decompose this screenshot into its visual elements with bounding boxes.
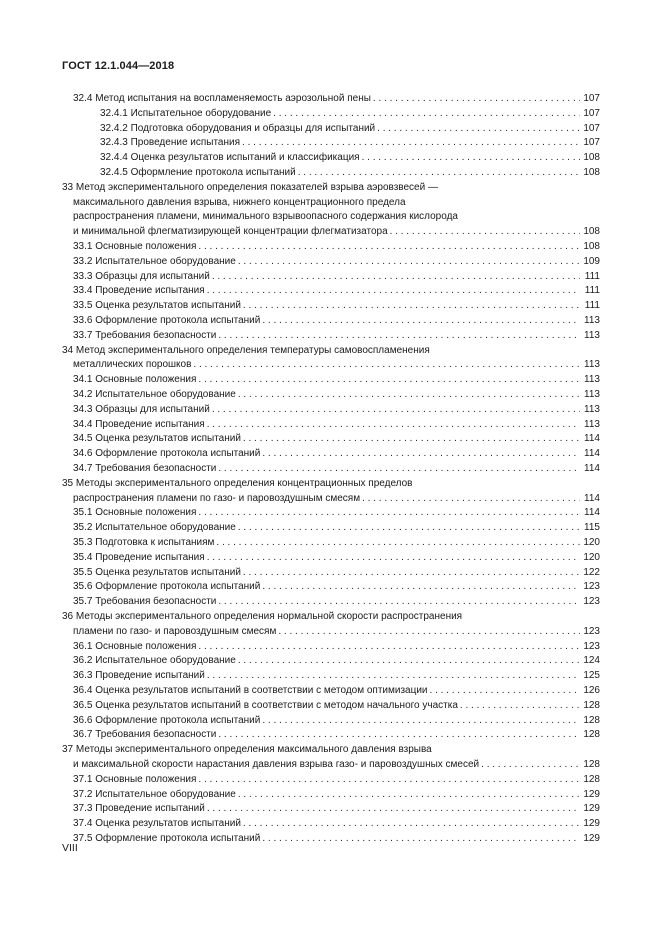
toc-leader-dots <box>262 833 580 845</box>
toc-entry[interactable] <box>73 416 600 431</box>
toc-heading-line: максимального давления взрыва, нижнего концентрационного предела <box>73 196 406 208</box>
toc-entry-title: 32.4.3 Проведение испытания <box>100 137 241 149</box>
toc-leader-dots <box>218 729 580 741</box>
toc-entry[interactable] <box>73 697 600 712</box>
toc-entry[interactable] <box>73 238 600 253</box>
toc-entry[interactable] <box>73 282 600 297</box>
toc-leader-dots <box>262 715 580 727</box>
toc-entry[interactable] <box>73 490 600 505</box>
toc-page-number: 109 <box>583 255 600 267</box>
toc-page-number: 128 <box>583 699 600 711</box>
toc-page-number: 113 <box>584 359 600 371</box>
toc-page-number: 113 <box>584 418 600 430</box>
toc-entry[interactable] <box>73 253 600 268</box>
toc-entry[interactable] <box>73 830 600 845</box>
toc-entry[interactable] <box>73 519 600 534</box>
toc-page-number: 123 <box>583 640 600 652</box>
toc-leader-dots <box>362 152 580 164</box>
toc-entry-title: 34.3 Образцы для испытаний <box>73 403 210 415</box>
toc-leader-dots <box>262 315 580 327</box>
toc-entry[interactable] <box>73 386 600 401</box>
toc-page-number: 114 <box>584 507 600 519</box>
toc-entry-title: металлических порошков <box>73 359 192 371</box>
toc-page-number: 129 <box>583 788 600 800</box>
toc-page-number: 108 <box>583 241 600 252</box>
toc-entry[interactable] <box>100 134 600 149</box>
toc-entry[interactable] <box>100 120 600 135</box>
toc-entry-title: 35.3 Подготовка к испытаниям <box>73 537 215 548</box>
toc-page-number: 126 <box>583 685 600 696</box>
toc-entry-title: и максимальной скорости нарастания давления взрыва газо- и паровоздушных смесей <box>73 759 480 770</box>
toc-leader-dots <box>207 285 580 297</box>
toc-entry-title: 36.7 Требования безопасности <box>73 729 217 741</box>
toc-entry-title: и минимальной флегматизирующей концентрации флегматизатора <box>73 226 388 238</box>
toc-page-number: 120 <box>583 537 600 548</box>
toc-entry-title: 36.4 Оценка результатов испытаний в соответствии с методом оптимизации <box>73 685 428 696</box>
toc-page-number: 111 <box>584 270 600 282</box>
toc-entry[interactable] <box>73 756 600 771</box>
toc-entry[interactable] <box>73 327 600 342</box>
toc-entry-title: 34.2 Испытательное оборудование <box>73 389 236 400</box>
toc-leader-dots <box>238 522 580 534</box>
toc-leader-dots <box>216 537 580 549</box>
toc-page-number: 114 <box>584 433 600 445</box>
toc-page-number: 129 <box>583 833 600 844</box>
toc-entry-title: 34.7 Требования безопасности <box>73 463 217 474</box>
toc-page-number: 111 <box>584 285 600 297</box>
toc-entry-title: 33.5 Оценка результатов испытаний <box>73 300 241 312</box>
toc-leader-dots <box>362 493 580 505</box>
toc-entry[interactable] <box>73 534 600 549</box>
toc-leader-dots <box>481 759 580 771</box>
toc-page-number: 108 <box>583 167 600 178</box>
toc-heading-line: 35 Методы экспериментального определения концентрационных пределов <box>62 477 413 489</box>
toc-entry-title: 37.2 Испытательное оборудование <box>73 788 236 800</box>
toc-page-number: 107 <box>583 137 600 149</box>
toc-page-number: 107 <box>583 122 600 134</box>
toc-entry-title: 37.1 Основные положения <box>73 773 197 785</box>
toc-entry-title: 32.4 Метод испытания на воспламеняемость аэрозольной пены <box>73 93 371 104</box>
toc-entry[interactable] <box>73 223 600 238</box>
toc-leader-dots <box>262 448 580 460</box>
toc-entry-title: 36.2 Испытательное оборудование <box>73 655 236 667</box>
toc-entry-title: 34.4 Проведение испытания <box>73 418 205 430</box>
toc-entry[interactable] <box>73 401 600 416</box>
toc-entry[interactable] <box>73 712 600 727</box>
toc-page-number: 113 <box>584 389 600 400</box>
toc-entry[interactable] <box>73 682 600 697</box>
toc-leader-dots <box>198 507 580 519</box>
toc-leader-dots <box>212 271 580 283</box>
toc-entry[interactable] <box>73 564 600 579</box>
toc-entry-title: 37.5 Оформление протокола испытаний <box>73 833 261 844</box>
toc-entry-title: распространения пламени по газо- и паровоздушным смесям <box>73 492 361 504</box>
toc-entry[interactable] <box>73 667 600 682</box>
toc-page-number: 107 <box>583 93 600 104</box>
toc-leader-dots <box>207 803 580 815</box>
toc-entry-title: 33.4 Проведение испытания <box>73 285 205 297</box>
toc-page-number: 107 <box>583 107 600 119</box>
toc-entry-title: 36.5 Оценка результатов испытаний в соответствии с методом начального участка <box>73 699 458 711</box>
toc-page-number: 115 <box>584 522 600 534</box>
toc-page-number: 123 <box>583 596 600 608</box>
toc-entry-title: 32.4.2 Подготовка оборудования и образцы для испытаний <box>100 122 376 134</box>
toc-entry-title: 35.6 Оформление протокола испытаний <box>73 581 261 593</box>
toc-leader-dots <box>218 330 580 342</box>
toc-leader-dots <box>390 226 580 238</box>
toc-entry-title: 33.1 Основные положения <box>73 241 197 252</box>
toc-leader-dots <box>212 404 580 416</box>
toc-entry-title: 32.4.4 Оценка результатов испытаний и классификация <box>100 152 360 164</box>
toc-entry-title: 33.6 Оформление протокола испытаний <box>73 315 261 326</box>
toc-entry[interactable] <box>100 164 600 179</box>
toc-leader-dots <box>218 463 580 475</box>
document-header: ГОСТ 12.1.044—2018 <box>62 60 175 72</box>
toc-page-number: 128 <box>583 714 600 726</box>
toc-entry[interactable] <box>73 445 600 460</box>
toc-entry[interactable] <box>100 105 600 120</box>
toc-leader-dots <box>207 419 580 431</box>
toc-leader-dots <box>243 818 580 830</box>
toc-entry[interactable] <box>100 149 600 164</box>
toc-leader-dots <box>198 374 580 386</box>
toc-entry[interactable] <box>73 578 600 593</box>
toc-leader-dots <box>218 596 580 608</box>
toc-entry[interactable] <box>73 623 600 638</box>
toc-entry[interactable] <box>73 726 600 741</box>
toc-page-number: 123 <box>583 581 600 593</box>
toc-entry[interactable] <box>73 90 600 105</box>
toc-leader-dots <box>243 300 580 312</box>
toc-leader-dots <box>198 241 580 253</box>
toc-leader-dots <box>243 567 580 579</box>
toc-entry[interactable] <box>73 356 600 371</box>
toc-leader-dots <box>242 137 580 149</box>
toc-leader-dots <box>262 581 580 593</box>
toc-entry-title: 36.1 Основные положения <box>73 640 197 652</box>
toc-entry-title: 36.3 Проведение испытаний <box>73 670 205 682</box>
toc-entry-title: пламени по газо- и паровоздушным смесям <box>73 625 277 637</box>
toc-entry-title: 35.1 Основные положения <box>73 507 197 519</box>
toc-page-number: 125 <box>583 670 600 682</box>
toc-entry[interactable] <box>73 786 600 801</box>
toc-entry-title: 35.4 Проведение испытания <box>73 551 205 563</box>
toc-heading-line: 33 Метод экспериментального определения показателей взрыва аэровзвесей — <box>62 181 438 193</box>
toc-entry-title: 37.4 Оценка результатов испытаний <box>73 818 241 830</box>
toc-heading-line: 34 Метод экспериментального определения температуры самовоспламенения <box>62 344 430 356</box>
toc-entry[interactable] <box>73 460 600 475</box>
toc-entry[interactable] <box>73 430 600 445</box>
toc-entry[interactable] <box>73 815 600 830</box>
toc-entry[interactable] <box>73 504 600 519</box>
toc-page-number: 129 <box>583 818 600 830</box>
toc-page-number: 122 <box>583 566 600 578</box>
toc-leader-dots <box>243 433 580 445</box>
toc-entry[interactable] <box>73 297 600 312</box>
toc-entry-title: 34.6 Оформление протокола испытаний <box>73 448 261 460</box>
toc-entry[interactable] <box>73 593 600 608</box>
toc-page-number: 129 <box>583 803 600 815</box>
toc-entry[interactable] <box>73 268 600 283</box>
toc-page-number: 114 <box>584 463 600 474</box>
toc-leader-dots <box>298 167 580 179</box>
toc-leader-dots <box>193 359 580 371</box>
toc-heading-line: 36 Методы экспериментального определения нормальной скорости распространения <box>62 611 463 622</box>
toc-leader-dots <box>460 700 580 712</box>
toc-leader-dots <box>207 552 580 564</box>
toc-page-number: 114 <box>584 448 600 460</box>
toc-leader-dots <box>207 670 580 682</box>
toc-page-number: 113 <box>584 403 600 415</box>
toc-entry-title: 35.2 Испытательное оборудование <box>73 522 236 534</box>
toc-entry-title: 37.3 Проведение испытаний <box>73 803 205 815</box>
toc-leader-dots <box>238 389 580 401</box>
toc-page-number: 108 <box>583 226 600 238</box>
toc-page-number: 128 <box>583 759 600 770</box>
toc-entry[interactable] <box>73 312 600 327</box>
toc-entry-title: 32.4.1 Испытательное оборудование <box>100 107 272 119</box>
toc-leader-dots <box>198 641 580 653</box>
toc-entry[interactable] <box>73 549 600 564</box>
toc-page-number: 113 <box>584 374 600 386</box>
toc-entry[interactable] <box>73 771 600 786</box>
toc-entry-title: 35.7 Требования безопасности <box>73 596 217 608</box>
toc-entry[interactable] <box>73 371 600 386</box>
toc-leader-dots <box>373 93 580 105</box>
toc-leader-dots <box>198 774 580 786</box>
toc-entry-title: 34.1 Основные положения <box>73 374 197 386</box>
toc-heading-line: распространения пламени, минимального взрывоопасного содержания кислорода <box>73 211 458 223</box>
toc-leader-dots <box>238 655 580 667</box>
toc-leader-dots <box>278 626 580 638</box>
toc-entry[interactable] <box>73 652 600 667</box>
toc-heading-line: 37 Методы экспериментального определения максимального давления взрыва <box>62 744 432 756</box>
toc-page-number: 128 <box>583 773 600 785</box>
toc-leader-dots <box>273 108 580 120</box>
toc-leader-dots <box>238 256 580 268</box>
toc-page-number: 120 <box>583 551 600 563</box>
toc-leader-dots <box>430 685 580 697</box>
toc-entry-title: 33.2 Испытательное оборудование <box>73 255 236 267</box>
toc-page-number: 114 <box>584 492 600 504</box>
toc-entry-title: 34.5 Оценка результатов испытаний <box>73 433 241 445</box>
toc-entry-title: 33.7 Требования безопасности <box>73 329 217 341</box>
toc-leader-dots <box>377 123 580 135</box>
toc-entry-title: 33.3 Образцы для испытаний <box>73 270 210 282</box>
toc-page-number: 113 <box>584 329 600 341</box>
toc-leader-dots <box>238 789 580 801</box>
page-number: VIII <box>62 842 78 854</box>
toc-entry[interactable] <box>73 800 600 815</box>
toc-page-number: 111 <box>584 300 600 312</box>
toc-entry[interactable] <box>73 638 600 653</box>
toc-page-number: 123 <box>583 625 600 637</box>
toc-page-number: 124 <box>583 655 600 667</box>
toc-page-number: 108 <box>583 152 600 164</box>
toc-page-number: 113 <box>584 315 600 326</box>
toc-entry-title: 36.6 Оформление протокола испытаний <box>73 714 261 726</box>
toc-entry-title: 35.5 Оценка результатов испытаний <box>73 566 241 578</box>
toc-page-number: 128 <box>583 729 600 741</box>
toc-entry-title: 32.4.5 Оформление протокола испытаний <box>100 167 296 178</box>
